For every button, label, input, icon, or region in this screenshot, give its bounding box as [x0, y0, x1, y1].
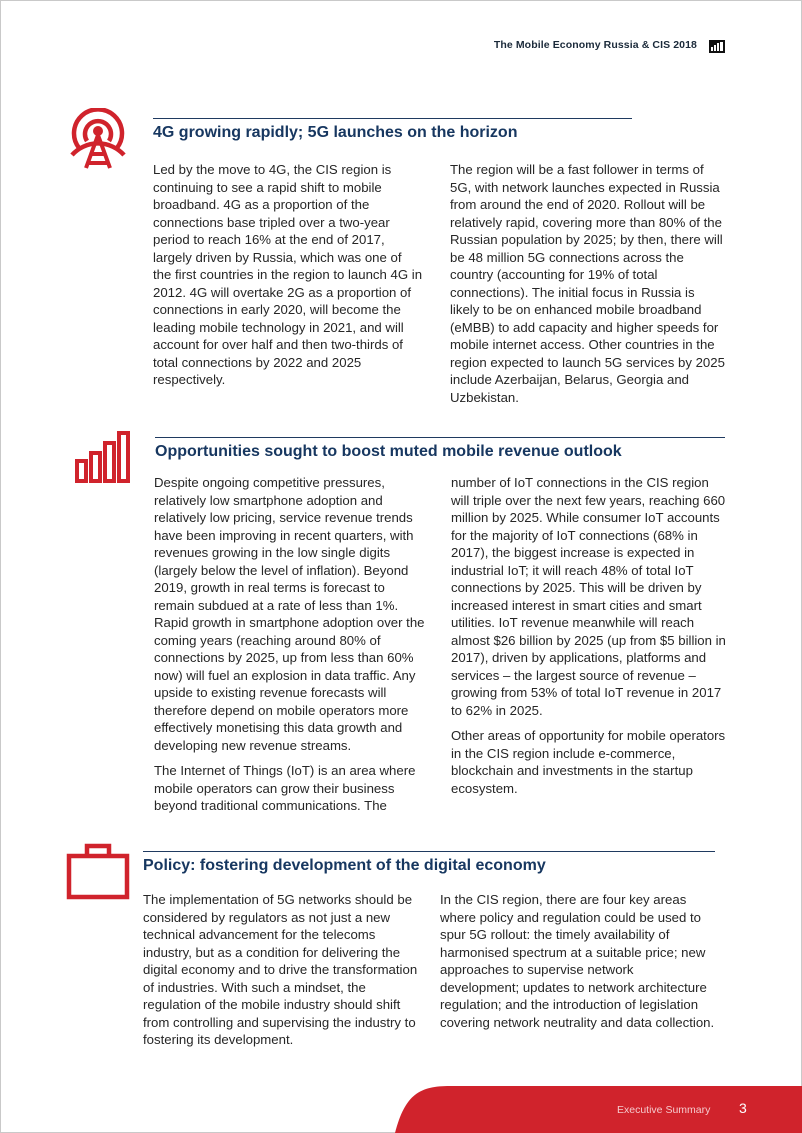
paragraph: number of IoT connections in the CIS region will triple over the next few years, reaching 660 million by 2025. While consumer IoT accounts for the majority of IoT connections (68% in 2017), the biggest increase is expected in industrial IoT; it will reach 48% of total IoT connections by 2025. This will be driven by increased interest in smart cities and smart utilities. IoT revenue meanwhile will reach almost $26 billion by 2025 (up from $5 billion in 2017), driven by applications, platforms and services – the largest source of revenue – growing from 53% of total IoT revenue in 2017 to 62% in 2025.: [451, 475, 726, 718]
paragraph: The region will be a fast follower in terms of 5G, with network launches expected in Russia from around the end of 2020. Rollout will be relatively rapid, covering more than 80% of the Russian population by 2025; by then, there will be 48 million 5G connections across the country (accounting for 19% of total connections). The initial focus in Russia is likely to be on enhanced mobile broadband (eMBB) to add capacity and higher speeds for mobile internet access. Other countries in the region expected to launch 5G services by 2025 include Azerbaijan, Belarus, Georgia and Uzbekistan.: [450, 162, 725, 405]
gsma-logo-icon: [709, 40, 725, 53]
briefcase-icon: [66, 843, 130, 900]
section-policy-right-column: [440, 891, 716, 1039]
paragraph: Other areas of opportunity for mobile operators in the CIS region include e-commerce, blockchain and investments in the startup ecosystem.: [451, 728, 726, 796]
publication-title: The Mobile Economy Russia & CIS 2018: [493, 39, 697, 51]
section-rule: [155, 437, 725, 438]
section-rule: [153, 118, 632, 119]
paragraph: Led by the move to 4G, the CIS region is continuing to see a rapid shift to mobile broadband. 4G as a proportion of the connections base tripled over a two-year period to reach 16% at the end of 2017, largely driven by Russia, which was one of the first countries in the region to launch 4G in 2012. 4G will overtake 2G as a proportion of connections in early 2020, will become the leading mobile technology in 2021, and will account for over half and then two-thirds of total connections by 2022 and 2025 respectively.: [153, 162, 423, 387]
section-heading-4g-5g: 4G growing rapidly; 5G launches on the horizon: [153, 124, 518, 141]
section-heading-revenue: Opportunities sought to boost muted mobile revenue outlook: [155, 443, 622, 460]
section-4g-5g-left-column: [153, 161, 423, 397]
paragraph: The Internet of Things (IoT) is an area where mobile operators can grow their business beyond traditional communications. The: [154, 763, 416, 813]
section-policy-left-column: [143, 891, 419, 1057]
section-rule: [143, 851, 715, 852]
page-number: 3: [739, 1100, 747, 1116]
footer-section-label: Executive Summary: [617, 1104, 711, 1116]
paragraph: The implementation of 5G networks should be considered by regulators as not just a new technical advancement for the telecoms industry, but as a condition for delivering the digital economy and to drive the transformation of industries. With such a mindset, the regulation of the mobile industry should shift from controlling and supervising the industry to fostering its development.: [143, 892, 418, 1047]
section-heading-policy: Policy: fostering development of the digital economy: [143, 857, 546, 874]
paragraph: In the CIS region, there are four key areas where policy and regulation could be used to spur 5G rollout: the timely availability of harmonised spectrum at a suitable price; new approaches to supervise network development; updates to network architecture regulation; and the introduction of legislation covering network neutrality and data collection.: [440, 892, 715, 1030]
section-revenue-right-column: [451, 474, 727, 805]
section-revenue-left-column: [154, 474, 426, 823]
bar-chart-icon: [75, 431, 130, 483]
section-4g-5g-right-column: [450, 161, 725, 414]
paragraph: Despite ongoing competitive pressures, relatively low smartphone adoption and relatively low pricing, service revenue trends have been improving in recent quarters, with revenues growing in the low single digits (largely below the level of inflation). Beyond 2019, growth in real terms is forecast to remain subdued at a rate of less than 1%. Rapid growth in smartphone adoption over the coming years (reaching around 80% of connections by 2025, up from less than 60% now) will fuel an explosion in data traffic. Any upside to existing revenue forecasts will therefore depend on mobile operators more effectively monetising this data growth and developing new revenue streams.: [154, 475, 425, 753]
antenna-icon: [68, 108, 128, 170]
